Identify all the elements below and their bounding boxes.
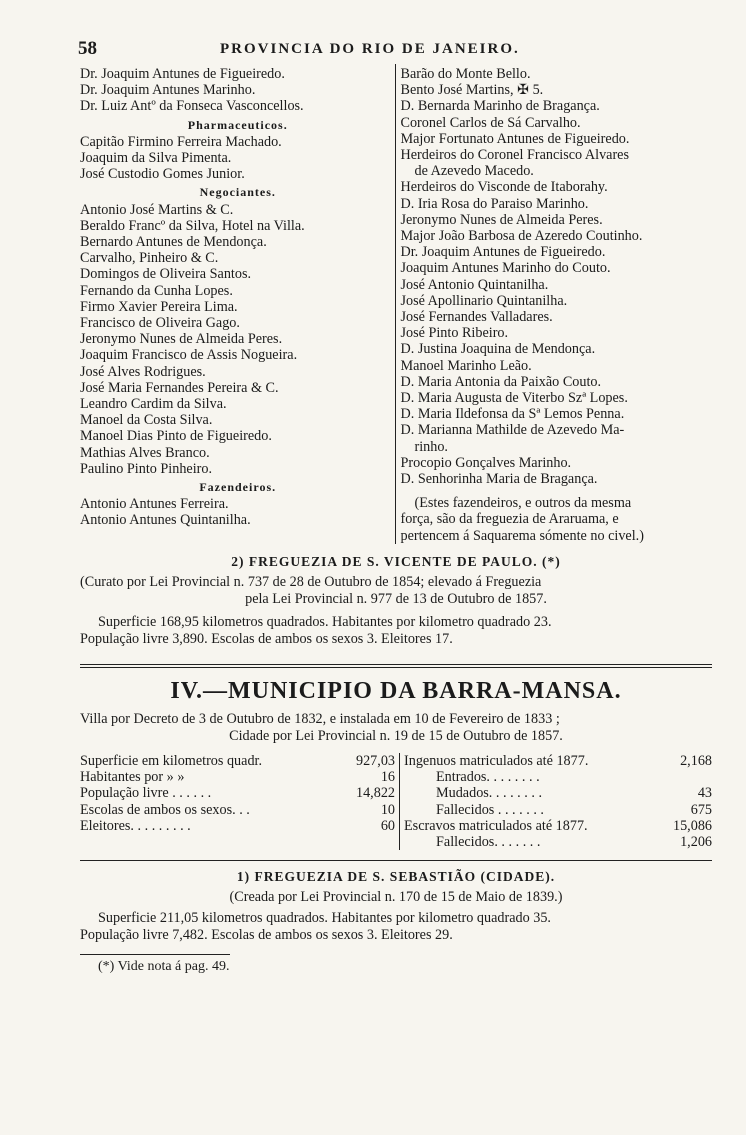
list-item: Dr. Joaquim Antunes de Figueiredo. bbox=[400, 244, 606, 261]
list-item: Jeronymo Nunes de Almeida Peres. bbox=[80, 331, 283, 348]
rule-divider bbox=[80, 860, 712, 861]
list-item: D. Senhorinha Maria de Bragança. bbox=[400, 471, 598, 488]
list-item: D. Iria Rosa do Paraiso Marinho. bbox=[400, 195, 589, 212]
running-header bbox=[80, 38, 712, 64]
stat-row bbox=[80, 802, 395, 818]
parish-history bbox=[80, 574, 712, 608]
list-item-continuation: de Azevedo Macedo. bbox=[414, 163, 534, 180]
stat-value: 43 bbox=[697, 785, 712, 802]
list-item: Paulino Pinto Pinheiro. bbox=[80, 460, 213, 477]
list-item: Manoel Marinho Leão. bbox=[400, 357, 532, 374]
list-item: Francisco de Oliveira Gago. bbox=[80, 315, 240, 332]
municipio-history bbox=[80, 711, 712, 745]
stat-label: Mudados. . . . . . . . bbox=[436, 785, 543, 802]
stat-label: Ingenuos matriculados até 1877. bbox=[404, 752, 589, 769]
double-rule-divider bbox=[80, 664, 712, 668]
list-item: Domingos de Oliveira Santos. bbox=[80, 266, 252, 283]
list-item: Capitão Firmino Ferreira Machado. bbox=[80, 133, 282, 150]
list-item: Bernardo Antunes de Mendonça. bbox=[80, 234, 267, 251]
list-item: D. Maria Ildefonsa da Sª Lemos Penna. bbox=[400, 406, 625, 423]
list-item: José Alves Rodrigues. bbox=[80, 363, 206, 380]
stat-label: Escravos matriculados até 1877. bbox=[404, 817, 588, 834]
right-column bbox=[395, 64, 712, 544]
note-line: pertencem á Saquarema sómente no civel.) bbox=[400, 527, 644, 544]
stats-line: Superficie 168,95 kilometros quadrados. Habitantes por kilometro quadrado 23. bbox=[98, 613, 552, 630]
stat-label: Entrados. . . . . . . . bbox=[436, 769, 540, 786]
list-item: Barão do Monte Bello. bbox=[400, 66, 531, 82]
list-item: Procopio Gonçalves Marinho. bbox=[400, 454, 572, 471]
list-item: Dr. Joaquim Antunes Marinho. bbox=[80, 82, 256, 99]
municipio-statistics bbox=[80, 753, 712, 850]
parish-heading-sao-vicente: 2) FREGUEZIA DE S. VICENTE DE PAULO. (*) bbox=[231, 553, 561, 569]
list-item: Fernando da Cunha Lopes. bbox=[80, 282, 233, 299]
parish-stats bbox=[80, 614, 712, 648]
stat-row bbox=[404, 785, 712, 801]
two-column-listing bbox=[80, 64, 712, 544]
footnote-rule bbox=[80, 954, 230, 955]
stats-right bbox=[399, 753, 712, 850]
list-item: Major Fortunato Antunes de Figueiredo. bbox=[400, 130, 630, 147]
list-item: Jeronymo Nunes de Almeida Peres. bbox=[400, 211, 603, 228]
stat-label: Eleitores. . . . . . . . . bbox=[80, 817, 191, 834]
stat-row bbox=[80, 753, 395, 769]
section-heading-pharmacists: Pharmaceuticos. bbox=[187, 117, 288, 132]
history-line: Villa por Decreto de 3 de Outubro de 1832, e instalada em 10 de Fevereiro de 1833 ; bbox=[80, 710, 560, 727]
list-item: José Fernandes Valladares. bbox=[400, 309, 553, 326]
list-item: José Maria Fernandes Pereira & C. bbox=[80, 379, 279, 396]
stat-label: Habitantes por » » bbox=[80, 769, 185, 786]
stat-label: Fallecidos . . . . . . . bbox=[436, 801, 544, 818]
stat-value: 927,03 bbox=[355, 752, 395, 769]
stat-row bbox=[404, 818, 712, 834]
list-item: Joaquim Francisco de Assis Nogueira. bbox=[80, 347, 298, 364]
list-item: Antonio Antunes Quintanilha. bbox=[80, 512, 251, 529]
stat-label: Escolas de ambos os sexos. . . bbox=[80, 801, 250, 818]
parish-stats bbox=[80, 910, 712, 944]
list-item: D. Bernarda Marinho de Bragança. bbox=[400, 98, 600, 115]
stat-row bbox=[80, 785, 395, 801]
list-item: D. Maria Augusta de Viterbo Szª Lopes. bbox=[400, 390, 628, 407]
note-line: força, são da freguezia de Araruama, e bbox=[400, 511, 619, 528]
list-item: Antonio Antunes Ferreira. bbox=[80, 496, 229, 513]
list-item: Joaquim Antunes Marinho do Couto. bbox=[400, 260, 611, 277]
stat-value: 60 bbox=[380, 817, 395, 834]
stat-value: 10 bbox=[380, 801, 395, 818]
section-heading-farmers: Fazendeiros. bbox=[199, 480, 277, 495]
list-item: Carvalho, Pinheiro & C. bbox=[80, 250, 219, 267]
stat-row bbox=[80, 818, 395, 834]
farmers-note bbox=[400, 495, 712, 544]
stat-label: Superficie em kilometros quadr. bbox=[80, 752, 263, 769]
list-item: José Custodio Gomes Junior. bbox=[80, 166, 245, 183]
parish-history-line: (Creada por Lei Provincial n. 170 de 15 de Maio de 1839.) bbox=[229, 889, 563, 906]
stat-value: 14,822 bbox=[355, 785, 395, 802]
stat-value: 2,168 bbox=[680, 752, 712, 769]
stats-line: Superficie 211,05 kilometros quadrados. Habitantes por kilometro quadrado 35. bbox=[98, 910, 551, 927]
list-item: D. Justina Joaquina de Mendonça. bbox=[400, 341, 596, 358]
list-item: Herdeiros do Coronel Francisco Alvares bbox=[400, 147, 630, 164]
list-item: Beraldo Francº da Silva, Hotel na Villa. bbox=[80, 217, 305, 234]
list-item: Firmo Xavier Pereira Lima. bbox=[80, 298, 238, 315]
list-item: Joaquim da Silva Pimenta. bbox=[80, 150, 232, 167]
left-column bbox=[80, 64, 395, 544]
parish-heading-sao-sebastiao: 1) FREGUEZIA DE S. SEBASTIÃO (CIDADE). bbox=[236, 869, 556, 885]
stat-row bbox=[404, 802, 712, 818]
stat-row bbox=[404, 834, 712, 850]
list-item: Bento José Martins, ✠ 5. bbox=[400, 82, 544, 99]
list-item: Dr. Luiz Antº da Fonseca Vasconcellos. bbox=[80, 98, 304, 115]
note-line: (Estes fazendeiros, e outros da mesma bbox=[414, 495, 632, 512]
list-item: Leandro Cardim da Silva. bbox=[80, 396, 227, 413]
list-item: D. Marianna Mathilde de Azevedo Ma- bbox=[400, 422, 625, 439]
list-item: Coronel Carlos de Sá Carvalho. bbox=[400, 114, 581, 131]
list-item: Dr. Joaquim Antunes de Figueiredo. bbox=[80, 66, 285, 82]
list-item: Herdeiros do Visconde de Itaborahy. bbox=[400, 179, 608, 196]
list-item-continuation: rinho. bbox=[414, 438, 448, 455]
list-item: Manoel Dias Pinto de Figueiredo. bbox=[80, 428, 272, 445]
stat-label: Fallecidos. . . . . . . bbox=[436, 833, 541, 850]
municipio-title: IV.—MUNICIPIO DA BARRA-MANSA. bbox=[170, 677, 622, 704]
section-heading-merchants: Negociantes. bbox=[199, 185, 276, 200]
stat-row bbox=[404, 753, 712, 769]
list-item: José Pinto Ribeiro. bbox=[400, 325, 509, 342]
list-item: José Apollinario Quintanilha. bbox=[400, 292, 568, 309]
running-title: PROVINCIA DO RIO DE JANEIRO. bbox=[220, 41, 520, 57]
stat-row bbox=[404, 769, 712, 785]
list-item: Manoel da Costa Silva. bbox=[80, 412, 213, 429]
history-line: pela Lei Provincial n. 977 de 13 de Outubro de 1857. bbox=[245, 590, 547, 607]
list-item: Mathias Alves Branco. bbox=[80, 444, 210, 461]
stat-value: 16 bbox=[380, 769, 395, 786]
footnote: (*) Vide nota á pag. 49. bbox=[98, 959, 230, 975]
stat-value: 1,206 bbox=[680, 833, 712, 850]
stats-line: População livre 7,482. Escolas de ambos os sexos 3. Eleitores 29. bbox=[80, 927, 453, 944]
list-item: Antonio José Martins & C. bbox=[80, 201, 234, 218]
history-line: (Curato por Lei Provincial n. 737 de 28 de Outubro de 1854; elevado á Freguezia bbox=[80, 573, 542, 590]
stats-line: População livre 3,890. Escolas de ambos os sexos 3. Eleitores 17. bbox=[80, 630, 453, 647]
stat-value: 15,086 bbox=[672, 817, 712, 834]
list-item: José Antonio Quintanilha. bbox=[400, 276, 549, 293]
stat-value: 675 bbox=[690, 801, 712, 818]
list-item: Major João Barbosa de Azeredo Coutinho. bbox=[400, 228, 643, 245]
page-number: 58 bbox=[78, 38, 97, 59]
stat-row bbox=[80, 769, 395, 785]
history-line: Cidade por Lei Provincial n. 19 de 15 de Outubro de 1857. bbox=[229, 727, 563, 744]
stat-label: População livre . . . . . . bbox=[80, 785, 212, 802]
stats-left bbox=[80, 753, 399, 850]
list-item: D. Maria Antonia da Paixão Couto. bbox=[400, 373, 602, 390]
page bbox=[80, 38, 712, 975]
